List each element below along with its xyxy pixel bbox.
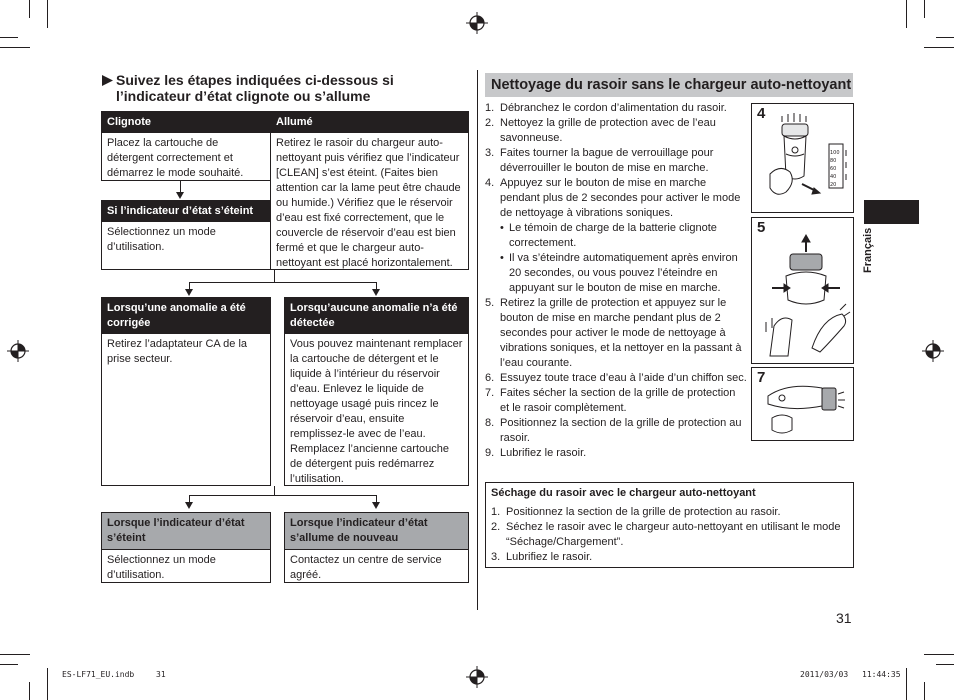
connector — [189, 282, 377, 283]
bullet-dot: • — [500, 222, 504, 234]
off1-header: Si l’indicateur d’état s’éteint — [102, 201, 270, 222]
step-item — [491, 520, 848, 550]
section-title: Nettoyage du rasoir sans le chargeur auto-nettoyant — [485, 73, 853, 97]
figure-number: 5 — [757, 219, 766, 236]
column-divider — [477, 70, 478, 610]
crop-mark — [0, 664, 18, 665]
crop-mark — [906, 668, 907, 700]
footer-date: 2011/03/03 — [800, 670, 849, 679]
step-number: 2. — [491, 521, 501, 533]
step-text: Lubrifiez le rasoir. — [506, 551, 593, 563]
crop-mark — [924, 0, 925, 18]
crop-mark — [936, 37, 954, 38]
step-text: Appuyez sur le bouton de mise en marche pendant plus de 2 secondes pour activer le mode de nettoyage à vibrations soniques. — [500, 177, 741, 219]
step-item — [485, 146, 747, 176]
registration-mark-icon — [7, 340, 29, 362]
step-item — [491, 505, 848, 520]
bullet-text: Le témoin de charge de la batterie clignote correctement. — [509, 222, 717, 249]
crop-mark — [906, 0, 907, 28]
crop-mark — [924, 47, 954, 48]
language-label: Français — [862, 227, 874, 273]
step-text: Nettoyez la grille de protection avec de l’eau savonneuse. — [500, 117, 716, 144]
crop-mark — [0, 654, 30, 655]
crop-mark — [29, 682, 30, 700]
relit-box — [284, 512, 469, 583]
connector — [189, 495, 377, 496]
figure-7 — [751, 367, 854, 441]
step-number: 9. — [485, 447, 495, 459]
heading-text: Suivez les étapes indiquées ci-dessous si l’indicateur d’état clignote ou s’allume — [116, 72, 394, 104]
crop-mark — [924, 654, 954, 655]
step-text: Retirez la grille de protection et appuyez sur le bouton de mise en marche pendant plus de 2 secondes pour activer le mode de nettoyage à vibrations soniques, et la nettoyer en la passant à l’eau courante. — [500, 297, 742, 369]
step-number: 8. — [485, 417, 495, 429]
arrow-down-icon — [372, 289, 380, 296]
arrow-down-icon — [372, 502, 380, 509]
none-body: Vous pouvez maintenant remplacer la cartouche de détergent et le liquide à l’intérieur du réservoir d’eau. Enlevez le liquide de nettoyage usagé puis rincez le réservoir d’eau, ensuite remplissez-le avec de l’eau. Remplacez l’ancienne cartouche de détergent puis redémarrez l’utilisation. — [290, 338, 463, 485]
step-number: 1. — [491, 506, 501, 518]
fixed-body: Retirez l’adaptateur CA de la prise secteur. — [107, 338, 248, 365]
relit-header: Lorsque l’indicateur d’état s’allume de nouveau — [285, 513, 468, 550]
arrow-down-icon — [185, 502, 193, 509]
page-number: 31 — [836, 610, 852, 626]
step-item — [485, 446, 747, 461]
shaver-dry-illustration-icon — [752, 368, 853, 440]
play-arrow-icon — [101, 74, 114, 87]
blink-body: Placez la cartouche de détergent correctement et démarrez le mode souhaité. — [107, 137, 244, 179]
figure-number: 7 — [757, 369, 766, 386]
bullet-dot: • — [500, 252, 504, 264]
step-item — [485, 416, 747, 446]
step-item — [485, 101, 747, 116]
steps-list — [485, 101, 747, 461]
battery-mark: 60 — [830, 166, 837, 172]
bullet-item — [485, 251, 747, 296]
none-header: Lorsqu’aucune anomalie n’a été détectée — [285, 298, 468, 334]
step-text: Faites sécher la section de la grille de protection et le rasoir complètement. — [500, 387, 736, 414]
battery-mark: 80 — [830, 158, 837, 164]
battery-mark: 20 — [830, 182, 837, 188]
footer-page: 31 — [156, 670, 166, 679]
crop-mark — [0, 47, 30, 48]
step-number: 6. — [485, 372, 495, 384]
crop-mark — [47, 0, 48, 28]
step-number: 5. — [485, 297, 495, 309]
step-text: Débranchez le cordon d’alimentation du rasoir. — [500, 102, 727, 114]
off2-header: Lorsque l’indicateur d’état s’éteint — [102, 513, 270, 550]
arrow-down-icon — [176, 192, 184, 199]
footer-file: ES-LF71_EU.indb — [62, 670, 135, 679]
off1-box — [101, 200, 271, 270]
step-text: Positionnez la section de la grille de protection au rasoir. — [506, 506, 781, 518]
arrow-down-icon — [185, 289, 193, 296]
fixed-header: Lorsqu’une anomalie a été corrigée — [102, 298, 270, 334]
crop-mark — [47, 668, 48, 700]
off2-body: Sélectionnez un mode d’utilisation. — [107, 554, 216, 581]
step-item — [485, 371, 747, 386]
step-text: Positionnez la section de la grille de protection au rasoir. — [500, 417, 742, 444]
off1-body: Sélectionnez un mode d’utilisation. — [107, 226, 216, 253]
off2-box — [101, 512, 271, 583]
step-number: 3. — [491, 551, 501, 563]
step-item — [485, 386, 747, 416]
battery-mark: 40 — [830, 174, 837, 180]
lit-header: Allumé — [271, 112, 468, 133]
crop-mark — [0, 37, 18, 38]
none-box — [284, 297, 469, 486]
figure-number: 4 — [757, 105, 766, 122]
lit-box — [270, 111, 469, 270]
lit-body: Retirez le rasoir du chargeur auto-nettoyant puis vérifiez que l’indicateur [CLEAN] s’est éteint. (Faites bien attention car la lame peut être chaude ou humide.) Vérifiez que le réservoir d’eau est fixé correctement, que le couvercle de réservoir d’eau est bien fermé et que le chargeur auto-nettoyant est placé horizontalement. — [276, 137, 461, 269]
step-text: Essuyez toute trace d’eau à l’aide d’un chiffon sec. — [500, 372, 747, 384]
blink-box — [101, 111, 271, 181]
side-tab — [864, 200, 919, 224]
drying-title: Séchage du rasoir avec le chargeur auto-nettoyant — [491, 487, 756, 499]
step-text: Faites tourner la bague de verrouillage pour déverrouiller le bouton de mise en marche. — [500, 147, 714, 174]
bullet-text: Il va s’éteindre automatiquement après environ 20 secondes, ou vous pouvez l’éteindre en appuyant sur le bouton de mise en marche. — [509, 252, 738, 294]
fixed-box — [101, 297, 271, 486]
step-text: Lubrifiez le rasoir. — [500, 447, 587, 459]
crop-mark — [936, 664, 954, 665]
step-number: 2. — [485, 117, 495, 129]
registration-mark-icon — [466, 666, 488, 688]
crop-mark — [29, 0, 30, 18]
step-item — [485, 176, 747, 221]
step-item — [485, 116, 747, 146]
figure-5 — [751, 217, 854, 364]
registration-mark-icon — [466, 12, 488, 34]
step-number: 7. — [485, 387, 495, 399]
figure-4 — [751, 103, 854, 213]
blink-header: Clignote — [102, 112, 270, 133]
step-item — [485, 296, 747, 371]
step-number: 1. — [485, 102, 495, 114]
relit-body: Contactez un centre de service agréé. — [290, 554, 442, 581]
battery-mark: 100 — [830, 150, 840, 156]
shaver-rinse-illustration-icon — [752, 104, 853, 212]
step-item — [491, 550, 848, 565]
step-number: 4. — [485, 177, 495, 189]
step-number: 3. — [485, 147, 495, 159]
footer-time: 11:44:35 — [862, 670, 901, 679]
drying-box — [485, 482, 854, 568]
shaver-remove-frame-illustration-icon — [752, 218, 853, 363]
crop-mark — [924, 682, 925, 700]
step-text: Séchez le rasoir avec le chargeur auto-nettoyant en utilisant le mode “Séchage/Chargement”. — [506, 521, 841, 548]
registration-mark-icon — [922, 340, 944, 362]
section-heading — [101, 72, 471, 104]
bullet-item — [485, 221, 747, 251]
